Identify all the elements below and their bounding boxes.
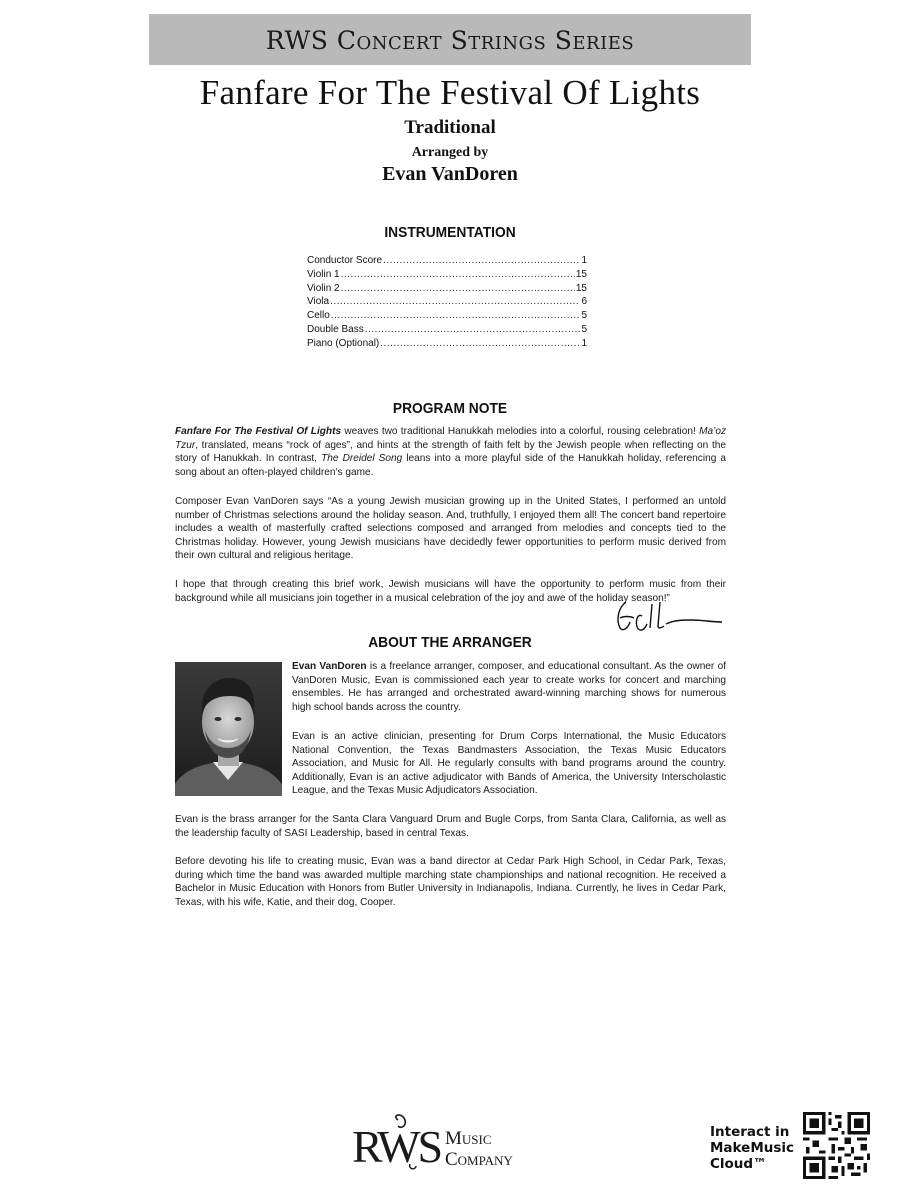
program-note-paragraph-1: [175, 425, 726, 479]
series-banner: RWS Concert Strings Series: [149, 14, 751, 65]
text-run: , translated, means “rock of ages”, and hints at the strength of faith felt by the Jewish people when reflecting on the story of Hanukkah. In contrast,: [175, 439, 726, 465]
logo-company: Company: [445, 1149, 513, 1170]
about-paragraph-2: Evan is an active clinician, presenting for Drum Corps International, the Music Educators National Convention, the Texas Bandmasters Association, the Texas Music Educators Association, and Music for All. He regularly consults with band programs around the country. Additionally, Evan is an active adjudicator with Bands of America, the University Interscholastic League, and the Texas Music Adjudicators Association.: [292, 731, 726, 797]
instrumentation-heading: INSTRUMENTATION: [384, 224, 516, 241]
instrument-qty: 5: [581, 310, 587, 322]
instrument-name: Conductor Score: [307, 255, 383, 266]
logo-music: Music: [445, 1128, 492, 1149]
instrument-name: Cello: [307, 310, 330, 322]
program-note-title: Fanfare For The Festival Of Lights: [175, 426, 342, 437]
instrument-name: Viola: [307, 296, 330, 308]
about-paragraph-4: Before devoting his life to creating music, Evan was a band director at Cedar Park High School, in Cedar Park, Texas, during which time the band was awarded multiple marching state championships and national recognition. He received a Bachelor in Music Education with Honors from Butler University in Indianapolis, Indiana. Currently, he lives in Cedar Park, Texas, with his wife, Katie, and their dog, Cooper.: [175, 856, 726, 908]
arranged-by-label: Arranged by: [411, 145, 489, 160]
instrument-qty: 15: [575, 268, 587, 280]
instrument-name: Violin 2: [307, 282, 340, 294]
list-item: [307, 254, 587, 268]
composer: Traditional: [404, 117, 496, 138]
program-note-heading: PROGRAM NOTE: [392, 400, 508, 417]
list-item: [307, 337, 587, 351]
instrument-qty: 1: [581, 337, 587, 349]
list-item: [307, 268, 587, 282]
instrument-qty: 1: [581, 255, 587, 266]
instrument-name: Violin 1: [307, 268, 340, 280]
list-item: [307, 295, 587, 309]
arranger-name-bold: Evan VanDoren: [292, 661, 367, 672]
qr-code[interactable]: [803, 1112, 870, 1179]
about-arranger-heading: ABOUT THE ARRANGER: [368, 634, 532, 651]
instrument-name: Piano (Optional): [307, 337, 380, 349]
list-item: [307, 309, 587, 323]
piece-title: Fanfare For The Festival Of Lights: [199, 73, 701, 112]
program-note-paragraph-3: I hope that through creating this brief work, Jewish musicians will have the opportunity to perform music from their background while all musicians join together in a musical celebration of the joy and awe of the holiday season!”: [175, 579, 726, 604]
list-item: [307, 282, 587, 296]
song-title-dreidel-song: The Dreidel Song: [321, 453, 403, 465]
interact-line: Interact in: [710, 1124, 790, 1140]
text-run: leans into a more playful side of the Hanukkah holiday, referencing a song about an often-played children’s game.: [175, 453, 727, 478]
instrument-name: Double Bass: [307, 323, 364, 335]
instrumentation-list: [307, 254, 587, 351]
song-title-maoz-tzur: Ma’oz Tzur: [175, 426, 726, 451]
interact-line: Cloud™: [710, 1156, 767, 1172]
about-paragraph-3: Evan is the brass arranger for the Santa Clara Vanguard Drum and Bugle Corps, from Santa Clara, California, as well as the leadership faculty of SASI Leadership, based in central Texas.: [175, 814, 726, 839]
arranger-photo: [175, 662, 282, 796]
text-run: weaves two traditional Hanukkah melodies into a colorful, rousing celebration!: [341, 426, 700, 437]
text-run: is a freelance arranger, composer, and educational consultant. As the owner of VanDoren Music, Evan is commissioned each year to create works for concert and marching ensembles. He has arranged and orchestrated award-winning marching shows for numerous high school bands across the country.: [292, 661, 727, 713]
arranger-name: Evan VanDoren: [382, 163, 518, 185]
instrument-qty: 15: [575, 282, 587, 294]
rws-music-company-logo: [350, 1112, 550, 1172]
logo-letters: RWS: [352, 1121, 441, 1172]
list-item: [307, 323, 587, 337]
about-paragraph-1: [292, 660, 726, 714]
interact-line: MakeMusic: [710, 1140, 795, 1156]
signature-graphic: [612, 598, 724, 634]
program-note-paragraph-2: Composer Evan VanDoren says “As a young Jewish musician growing up in the United States, I performed an untold number of Christmas selections around the holiday season. And, truthfully, I enjoyed them all! The concert band repertoire includes a wealth of masterfully crafted selections composed and arranged from melodies and concepts tied to the Christmas holiday. However, young Jewish musicians have decidedly fewer opportunities to perform music derived from their own cultural and religious heritage.: [175, 496, 726, 562]
makemusic-cloud-label: [710, 1124, 806, 1172]
instrument-qty: 5: [581, 323, 587, 335]
instrument-qty: 6: [581, 296, 587, 308]
